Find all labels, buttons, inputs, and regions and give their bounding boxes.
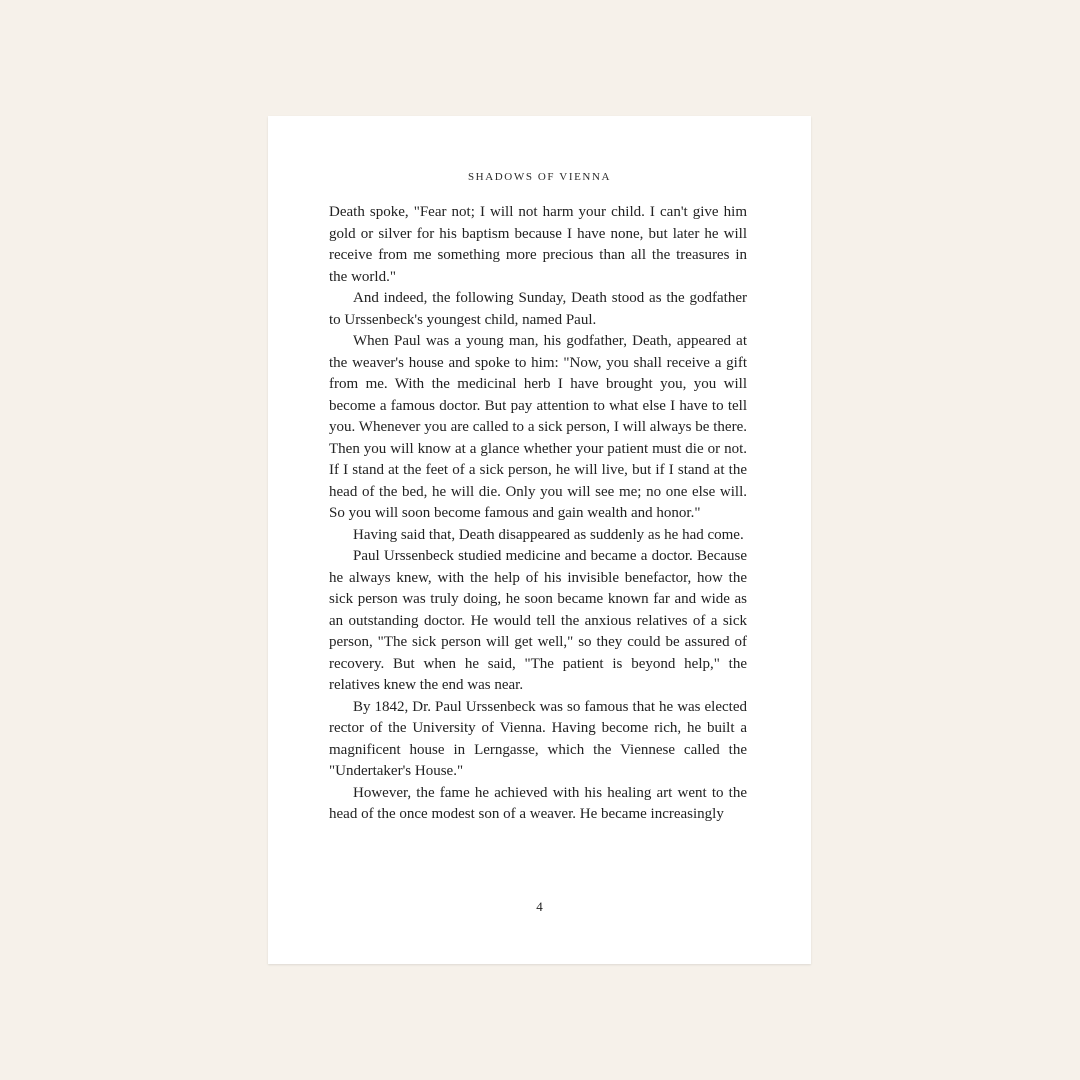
paragraph: Death spoke, "Fear not; I will not harm your child. I can't give him gold or silver for his baptism because I have none, but later he will receive from me something more precious than all the treasures in the world." xyxy=(329,204,747,285)
book-page xyxy=(268,116,811,964)
paragraph: And indeed, the following Sunday, Death stood as the godfather to Urssenbeck's youngest child, named Paul. xyxy=(329,290,747,328)
body-text xyxy=(329,202,747,826)
running-head: SHADOWS OF VIENNA xyxy=(467,171,612,183)
paragraph: Paul Urssenbeck studied medicine and became a doctor. Because he always knew, with the help of his invisible benefactor, how the sick person was truly doing, he soon became known far and wide as an outstanding doctor. He would tell the anxious relatives of a sick person, "The sick person will get well," so they could be assured of recovery. But when he said, "The patient is beyond help," the relatives knew the end was near. xyxy=(329,548,747,693)
page-number: 4 xyxy=(536,899,543,914)
paragraph: Having said that, Death disappeared as suddenly as he had come. xyxy=(353,526,744,543)
paragraph: When Paul was a young man, his godfather, Death, appeared at the weaver's house and spoke to him: "Now, you shall receive a gift from me. With the medicinal herb I have brought you, you will become a famous doctor. But pay attention to what else I have to tell you. Whenever you are called to a sick person, I will always be there. Then you will know at a glance whether your patient must die or not. If I stand at the feet of a sick person, he will live, but if I stand at the head of the bed, he will die. Only you will see me; no one else will. So you will soon become famous and gain wealth and honor." xyxy=(329,333,747,521)
paragraph: By 1842, Dr. Paul Urssenbeck was so famous that he was elected rector of the University of Vienna. Having become rich, he built a magnificent house in Lerngasse, which the Viennese called the "Undertaker's House." xyxy=(329,698,747,779)
paragraph: However, the fame he achieved with his healing art went to the head of the once modest son of a weaver. He became increasingly xyxy=(329,784,747,822)
